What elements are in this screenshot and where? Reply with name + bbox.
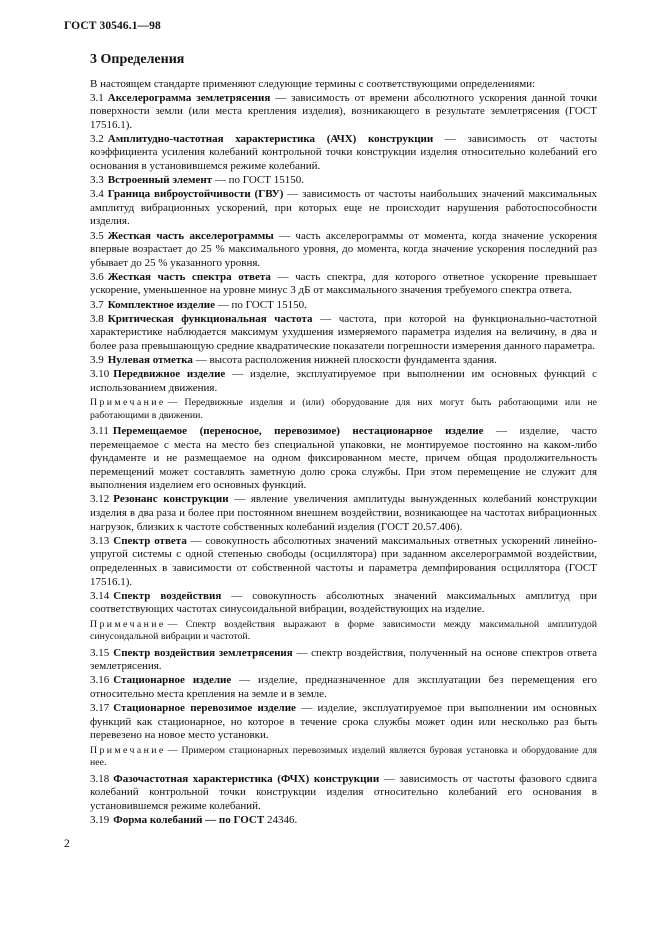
definition-term: Граница виброустойчивости (ГВУ) xyxy=(107,188,284,201)
definition-item xyxy=(90,590,597,617)
definition-text: — совокупность абсолютных значений максимальных ответных ускорений линейно-упругой системы с одной степенью свободы (осциллятора) при заданном акселерограммой воздействии, определенных в зависимости от собственной частоты и параметра демпфирования осциллятора (ГОСТ 17516.1). xyxy=(90,534,597,588)
definition-number: 3.18 xyxy=(90,772,110,785)
definition-number: 3.6 xyxy=(90,270,104,283)
definition-item xyxy=(90,368,597,395)
definition-term: Резонанс конструкции xyxy=(113,493,229,506)
definition-number: 3.12 xyxy=(90,493,110,506)
definition-number: 3.1 xyxy=(90,91,104,104)
definition-term: Спектр ответа xyxy=(113,534,187,547)
definition-text: 24346. xyxy=(264,813,298,826)
note-text: — Примером стационарных перевозимых изделий является буровая установка и оборудование для нее. xyxy=(90,744,597,769)
definition-text: — по ГОСТ 15150. xyxy=(214,298,307,311)
definition-text: — зависимость от времени абсолютного ускорения данной точки поверхности земли (или места крепления изделия), возникающего в результате землетрясения (ГОСТ 17516.1). xyxy=(90,91,597,131)
definition-number: 3.15 xyxy=(90,646,110,659)
definition-term: Фазочастотная характеристика (ФЧХ) конструкции xyxy=(113,772,380,785)
definition-term: Нулевая отметка xyxy=(107,353,193,366)
definition-item xyxy=(90,271,597,298)
definition-number: 3.19 xyxy=(90,813,110,826)
definition-term: Спектр воздействия землетрясения xyxy=(113,646,293,659)
note-text: — Спектр воздействия выражают в форме зависимости между максимальной амплитудой синусоидальной вибрации и частотой. xyxy=(90,618,597,643)
definition-item xyxy=(90,647,597,674)
definition-term: Спектр воздействия xyxy=(113,589,222,602)
definition-number: 3.17 xyxy=(90,701,110,714)
definition-text: — высота расположения нижней плоскости фундамента здания. xyxy=(192,353,497,366)
definition-term: Стационарное изделие xyxy=(113,674,232,687)
definition-number: 3.16 xyxy=(90,674,110,687)
note xyxy=(90,745,597,770)
definition-text: — часть спектра, для которого ответное ускорение превышает ускорение, уменьшенное на уровне минус 3 дБ от максимального значения требуемого спектра ответа. xyxy=(90,270,597,297)
definition-item xyxy=(90,773,597,814)
definition-item xyxy=(90,535,597,589)
definition-number: 3.7 xyxy=(90,298,104,311)
definition-number: 3.10 xyxy=(90,367,110,380)
definition-item xyxy=(90,92,597,133)
definition-number: 3.5 xyxy=(90,229,104,242)
definition-text: — по ГОСТ 15150. xyxy=(212,174,304,187)
definition-text: — частота, при которой на функционально-частотной характеристике наблюдается максимум ухудшения измеряемого параметра изделия на величину, в два и более раза превышающую средние квадратические показатели погрешности измерения данного параметра. xyxy=(90,312,597,352)
definition-text: — изделие, эксплуатируемое при выполнении им основных функций с использованием движения. xyxy=(90,367,598,394)
definition-term: Встроенный элемент xyxy=(107,174,213,187)
definition-item xyxy=(90,133,597,174)
definition-number: 3.8 xyxy=(90,312,104,325)
definition-term: Передвижное изделие xyxy=(113,367,226,380)
definition-number: 3.2 xyxy=(90,132,104,145)
definition-text: — зависимость от частоты коэффициента усиления колебаний контрольной точки конструкции изделия относительно колебаний его основания в установившемся режиме колебаний. xyxy=(90,132,597,173)
definition-item xyxy=(90,299,597,313)
definition-item xyxy=(90,313,597,354)
definitions-body xyxy=(90,78,597,828)
definition-term: Жесткая часть спектра ответа xyxy=(107,270,271,283)
definition-item xyxy=(90,188,597,229)
definition-number: 3.9 xyxy=(90,353,104,366)
definition-term: Форма колебаний — по ГОСТ xyxy=(113,813,265,826)
note-label: Примечание xyxy=(90,744,166,756)
definition-number: 3.4 xyxy=(90,188,104,201)
definition-number: 3.14 xyxy=(90,589,110,602)
definition-term: Амплитудно-частотная характеристика (АЧХ) конструкции xyxy=(107,132,434,145)
definition-item xyxy=(90,354,597,368)
definition-number: 3.11 xyxy=(90,424,109,437)
definition-term: Критическая функциональная частота xyxy=(107,312,313,325)
definition-term: Жесткая часть акселерограммы xyxy=(107,229,274,242)
definition-term: Комплектное изделие xyxy=(107,298,215,311)
definition-item xyxy=(90,493,597,534)
note xyxy=(90,397,597,422)
section-title: 3 Определения xyxy=(90,52,185,67)
definition-text: — явление увеличения амплитуды вынужденных колебаний конструкции изделия в два раза и более при постоянном внешнем воздействии, возникающее на частотах вибрационных нагрузок, близких к частоте собственных колебаний изделия (ГОСТ 20.57.406). xyxy=(90,493,597,533)
note xyxy=(90,619,597,644)
definition-item xyxy=(90,230,597,271)
definition-item xyxy=(90,702,597,743)
definition-text: — спектр воздействия, полученный на основе спектров ответа землетрясения. xyxy=(90,646,597,673)
definition-list xyxy=(90,92,597,828)
definition-term: Акселерограмма землетрясения xyxy=(107,91,271,104)
definition-text: — зависимость от частоты фазового сдвига колебаний контрольной точки конструкции изделия относительно колебаний его основания в установившемся режиме колебаний. xyxy=(90,772,597,812)
note-label: Примечание xyxy=(90,618,166,630)
definition-text: — зависимость от частоты наибольших значений максимальных амплитуд вибрационных ускорений, при которых еще не происходит нарушения работоспособности изделия. xyxy=(90,188,597,228)
page-number: 2 xyxy=(64,838,70,850)
definition-text: — совокупность абсолютных значений максимальных амплитуд при соответствующих частотах синусоидальной вибрации, воздействующих на изделие. xyxy=(90,589,597,616)
definition-item xyxy=(90,814,597,828)
definition-item xyxy=(90,174,597,188)
note-label: Примечание xyxy=(90,397,166,409)
page-header: ГОСТ 30546.1—98 xyxy=(64,20,161,32)
definition-number: 3.3 xyxy=(90,174,104,187)
definition-term: Перемещаемое (переносное, перевозимое) нестационарное изделие xyxy=(112,424,484,437)
definition-item xyxy=(90,674,597,701)
definition-text: — изделие, предназначенное для эксплуатации без перемещения его относительно места крепления на земле и в земле. xyxy=(90,674,597,700)
definition-term: Стационарное перевозимое изделие xyxy=(113,701,296,714)
definition-text: — часть акселерограммы от момента, когда значение ускорения впервые возрастает до 25 % максимального уровня, до момента, когда значение ускорения последний раз убывает до 25 % указанного уровня. xyxy=(90,229,598,269)
intro-paragraph: В настоящем стандарте применяют следующие термины с соответствующими определениями: xyxy=(90,78,536,90)
definition-number: 3.13 xyxy=(90,534,110,547)
definition-text: — изделие, эксплуатируемое при выполнении им основных функций как стационарное, но которое в течение срока службы может один или несколько раз быть перевезено на новое место установки. xyxy=(90,701,597,742)
definition-item xyxy=(90,425,597,493)
definition-text: — изделие, часто перемещаемое с места на место без специальной упаковки, не монтируемое постоянно на каком-либо фундаменте и не размещаемое на одном фиксированном месте, причем общая продолжительность перемещений может составлять заметную долю срока службы. При этом перемещение не служит для выполнения изделием его основных функций. xyxy=(90,424,598,492)
note-text: — Передвижные изделия и (или) оборудование для них могут быть работающими или не работающими в движении. xyxy=(90,397,597,421)
